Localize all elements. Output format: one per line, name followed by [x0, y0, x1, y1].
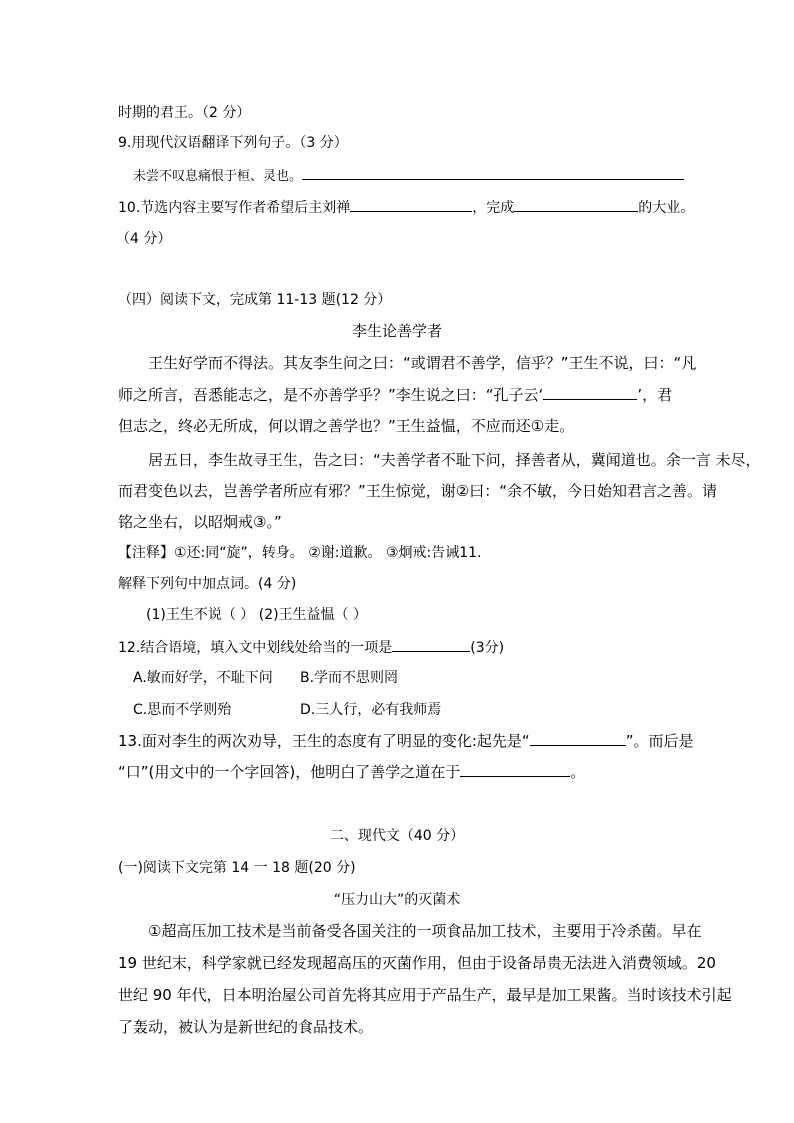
q12-label-a: 12.结合语境，填入文中划线处给当的一项是: [118, 640, 393, 656]
q10-points: （4 分）: [116, 231, 172, 247]
q12-option-d: D.三人行，必有我师焉: [300, 702, 442, 718]
q9-label: 9.用现代汉语翻译下列句子。（3 分）: [118, 135, 348, 151]
passage-p1-line2: [118, 385, 672, 405]
q9-sentence: [133, 165, 684, 187]
q12-line: [118, 637, 504, 658]
part2-p1-line3: 世纪 90 年代，日本明治屋公司首先将其应用于产品生产，最早是加工果酱。当时该技术引起: [118, 986, 732, 1004]
part2-header: 二、现代文（40 分）: [329, 828, 465, 844]
q9-sentence-text: 未尝不叹息痛恨于桓、灵也。: [133, 169, 303, 184]
passage-p2-line3: 铭之坐右，以昭炯戒③。”: [118, 513, 282, 531]
section4-title: 李生论善学者: [351, 322, 442, 340]
q10-line: [118, 197, 694, 218]
q12-option-c: C.思而不学则殆: [133, 702, 232, 718]
q12-option-a: A.敏而好学，不耻下问: [133, 670, 273, 686]
q13-line2-b: 。: [570, 763, 586, 781]
q13-line1-b: ”。而后是: [625, 732, 694, 750]
part2-p1-line4: 了轰动，被认为是新世纪的食品技术。: [118, 1018, 374, 1036]
part2-subheader: (一)阅读下文完第 14 一 18 题(20 分): [118, 860, 356, 876]
passage-blank[interactable]: [543, 385, 637, 400]
q13-line2: [118, 762, 585, 782]
q10-blank-1[interactable]: [350, 197, 472, 212]
q13-line1-a: 13.面对李生的两次劝导，王生的态度有了明显的变化:起先是“: [118, 732, 530, 750]
part2-p1-line1: ①超高压加工技术是当前备受各国关注的一项食品加工技术，主要用于冷杀菌。早在: [148, 922, 702, 940]
q12-label-b: (3分): [470, 640, 505, 656]
section4-header: （四）阅读下文，完成第 11-13 题(12 分）: [118, 292, 392, 308]
q11-items: (1)王生不说（ ） (2)王生益愠（ ）: [146, 607, 368, 623]
notes: 【注释】①还:同“旋”，转身。 ②谢:道歉。 ③炯戒:告诫11.: [118, 545, 482, 561]
q13-blank-1[interactable]: [530, 731, 626, 746]
q10-text-c: 的大业。: [638, 200, 695, 216]
passage-p2-line1: 居五日，李生故寻王生，告之曰：“夫善学者不耻下问，择善者从，冀闻道也。余一言 未尽，: [148, 451, 761, 469]
passage-p1-line1: 王生好学而不得法。其友李生问之曰：“或谓君不善学，信乎？”王生不说，曰：“凡: [148, 354, 697, 372]
passage-p1-line2-a: 师之所言，吾悉能志之，是不亦善学乎？”李生说之曰：“孔子云‘: [118, 386, 544, 404]
q10-text-a: 10.节选内容主要写作者希望后主刘禅: [118, 200, 351, 216]
q10-text-b: ，完成: [472, 200, 515, 216]
part2-title: “压力山大”的灭菌术: [333, 892, 461, 908]
q13-line2-a: “口”(用文中的一个字回答)，他明白了善学之道在于: [118, 763, 461, 781]
q11-label: 解释下列句中加点词。(4 分): [118, 576, 297, 592]
q12-answer-blank[interactable]: [392, 637, 470, 652]
q12-option-b: B.学而不思则罔: [300, 670, 399, 686]
passage-p2-line2: 而君变色以去，岂善学者所应有邪？”王生惊觉，谢②曰：“余不敏，今日始知君言之善。请: [118, 482, 717, 500]
part2-p1-line2: 19 世纪末，科学家就已经发现超高压的灭菌作用，但由于设备昂贵无法进入消费领域。20: [118, 954, 716, 972]
passage-p1-line2-b: ’，君: [637, 386, 673, 404]
q13-line1: [118, 731, 693, 751]
passage-p1-line3: 但志之，终必无所成，何以谓之善学也？”王生益愠，不应而还①走。: [118, 417, 575, 435]
q13-blank-2[interactable]: [460, 762, 570, 777]
q9-answer-line[interactable]: [302, 165, 684, 180]
q10-blank-2[interactable]: [514, 197, 638, 212]
q8-tail: 时期的君王。（2 分）: [118, 105, 251, 121]
